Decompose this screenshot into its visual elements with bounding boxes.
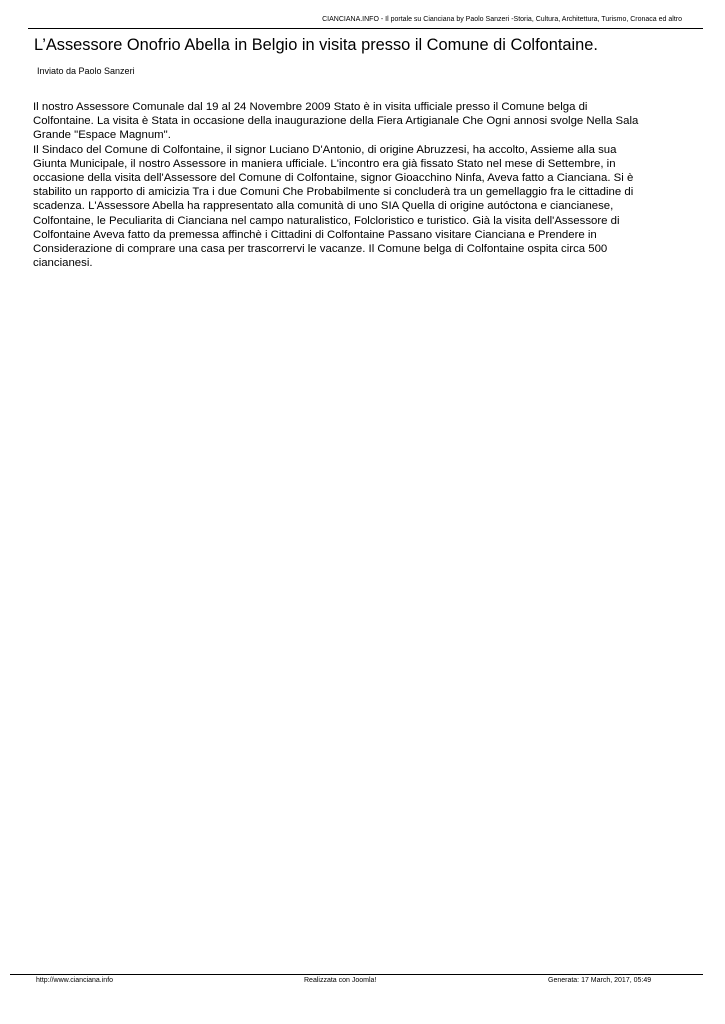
site-header-text: CIANCIANA.INFO - Il portale su Cianciana by Paolo Sanzeri -Storia, Cultura, Architettura, Turismo, Cronaca ed altro [322, 16, 682, 23]
author-line: Inviato da Paolo Sanzeri [37, 66, 135, 76]
article-paragraph-2: Il Sindaco del Comune di Colfontaine, il signor Luciano D'Antonio, di origine Abruzzesi, ha accolto, Assieme alla sua Giunta Municipale, il nostro Assessore in maniera ufficiale. L'incontro era già fissato Stato nel mese di Settembre, in occasione della visita dell'Assessore del Comune di Colfontaine, signor Gioacchino Ninfa, Aveva fatto a Cianciana. Si è stabilito un rapporto di amicizia Tra i due Comuni Che Probabilmente si concluderà tra un gemellaggio fra le cittadine di scadenza. L'Assessore Abella ha rappresentato alla comunità di uno SIA Quella di origine autóctona e ciancianese, Colfontaine, le Peculiarita di Cianciana nel campo naturalistico, Folcloristico e turistico. Già la visita dell'Assessore di Colfontaine Aveva fatto da premessa affinchè i Cittadini di Colfontaine Passano visitare Cianciana e Prendere in Considerazione di comprare una casa per trascorrervi le vacanze. Il Comune belga di Colfontaine ospita circa 500 ciancianesi. [33, 143, 634, 270]
article-title: L’Assessore Onofrio Abella in Belgio in visita presso il Comune di Colfontaine. [34, 36, 598, 54]
article-paragraph-1: Il nostro Assessore Comunale dal 19 al 24 Novembre 2009 Stato è in visita ufficiale presso il Comune belga di Colfontaine. La visita è Stata in occasione della inaugurazione della Fiera Artigianale Che Ogni annosi svolge Nella Sala Grande "Espace Magnum". [33, 101, 639, 142]
header-divider [28, 28, 703, 29]
article-body [33, 100, 673, 270]
footer-generated-date: Generata: 17 March, 2017, 05:49 [548, 977, 652, 984]
footer-divider [10, 974, 703, 975]
footer-credit: Realizzata con Joomla! [304, 977, 377, 984]
footer-url: http://www.cianciana.info [36, 977, 114, 984]
